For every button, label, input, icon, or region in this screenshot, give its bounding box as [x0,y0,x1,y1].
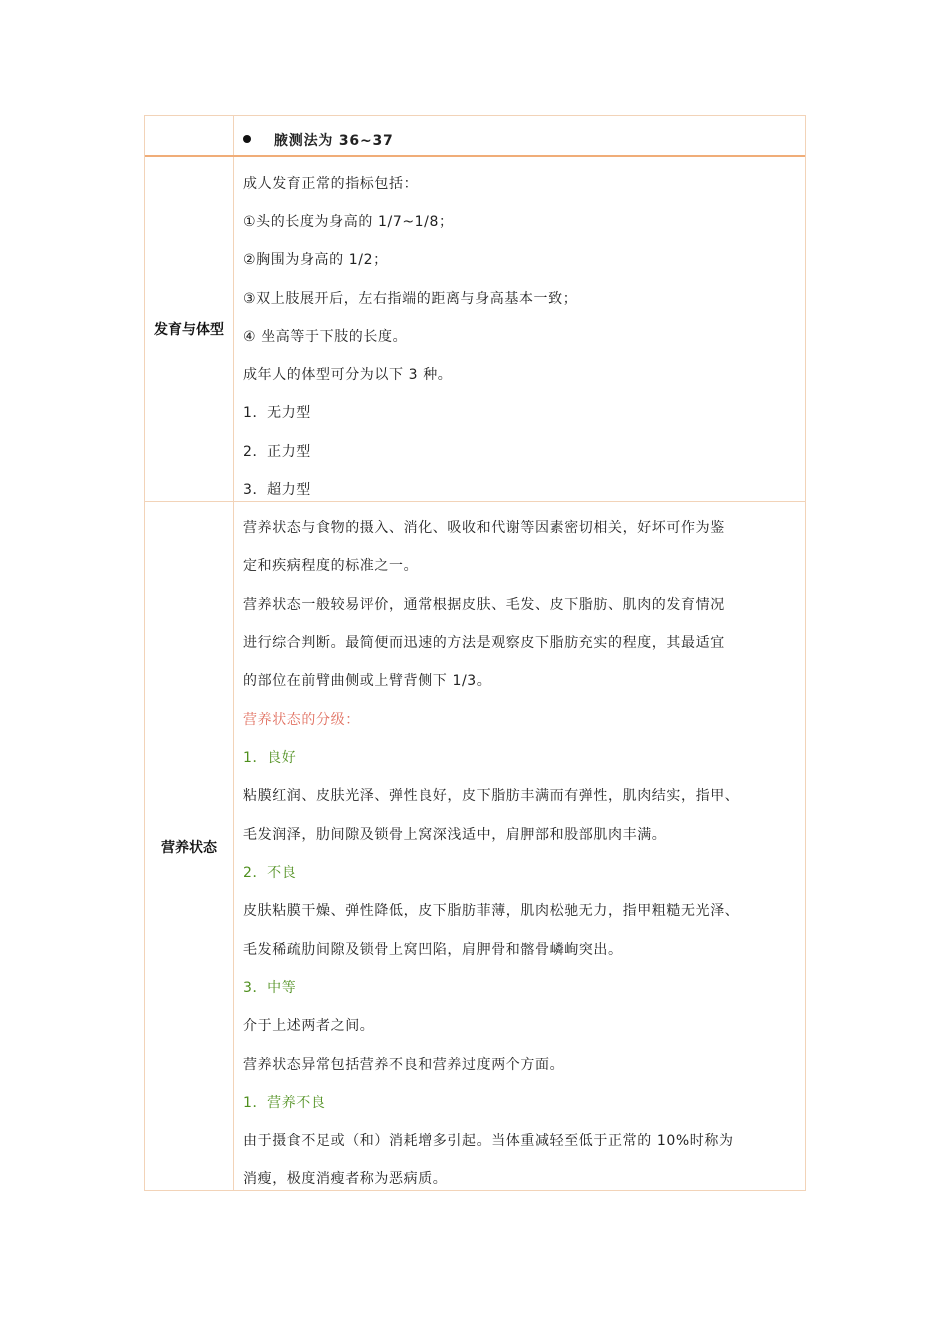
grade-heading: 2．不良 [243,865,297,881]
row-label: 发育与体型 [145,157,234,501]
text-line: 毛发稀疏肋间隙及锁骨上窝凹陷，肩胛骨和髂骨嶙峋突出。 [243,942,623,958]
table-row [145,116,805,157]
bullet-icon [243,135,251,143]
text-line: 皮肤粘膜干燥、弹性降低，皮下脂肪菲薄，肌肉松驰无力，指甲粗糙无光泽、 [243,903,740,919]
row-content [234,116,805,155]
text-line: 营养状态异常包括营养不良和营养过度两个方面。 [243,1057,565,1073]
text-line: 营养状态一般较易评价，通常根据皮肤、毛发、皮下脂肪、肌肉的发育情况 [243,597,725,613]
text-line: ①头的长度为身高的 1/7~1/8； [243,214,454,230]
text-line: 介于上述两者之间。 [243,1018,375,1034]
text-line: 营养状态与食物的摄入、消化、吸收和代谢等因素密切相关，好坏可作为鉴 [243,520,725,536]
table-row [145,157,805,502]
text-line: 成人发育正常的指标包括： [243,176,419,192]
row-content [234,157,805,501]
info-table [144,115,806,1191]
text-line: 粘膜红润、皮肤光泽、弹性良好，皮下脂肪丰满而有弹性，肌肉结实，指甲、 [243,788,740,804]
text-line: 消瘦，极度消瘦者称为恶病质。 [243,1171,448,1187]
text-line: ④ 坐高等于下肢的长度。 [243,329,408,345]
grade-heading: 3．中等 [243,980,297,996]
grade-heading: 1．良好 [243,750,297,766]
section-heading: 营养状态的分级： [243,712,360,728]
text-line: 毛发润泽，肋间隙及锁骨上窝深浅适中，肩胛部和股部肌肉丰满。 [243,827,667,843]
row-content [234,502,805,1191]
text-line: ③双上肢展开后，左右指端的距离与身高基本一致； [243,291,578,307]
text-line: 3．超力型 [243,482,311,498]
text-line: 1．无力型 [243,405,311,421]
table-row [145,502,805,1191]
row-label: 营养状态 [145,502,234,1191]
text-line: 成年人的体型可分为以下 3 种。 [243,367,453,383]
grade-heading: 1．营养不良 [243,1095,326,1111]
text-line: 2．正力型 [243,444,311,460]
text-line: 进行综合判断。最简便而迅速的方法是观察皮下脂肪充实的程度，其最适宜 [243,635,725,651]
text-line: 的部位在前臂曲侧或上臂背侧下 1/3。 [243,673,492,689]
text-line: 由于摄食不足或（和）消耗增多引起。当体重减轻至低于正常的 10%时称为 [243,1133,734,1149]
bullet-item [243,131,394,151]
row-label [145,116,234,155]
text-line: ②胸围为身高的 1/2； [243,252,388,268]
text-line: 定和疾病程度的标准之一。 [243,558,419,574]
axillary-temp-text: 腋测法为 36~37 [274,133,394,149]
